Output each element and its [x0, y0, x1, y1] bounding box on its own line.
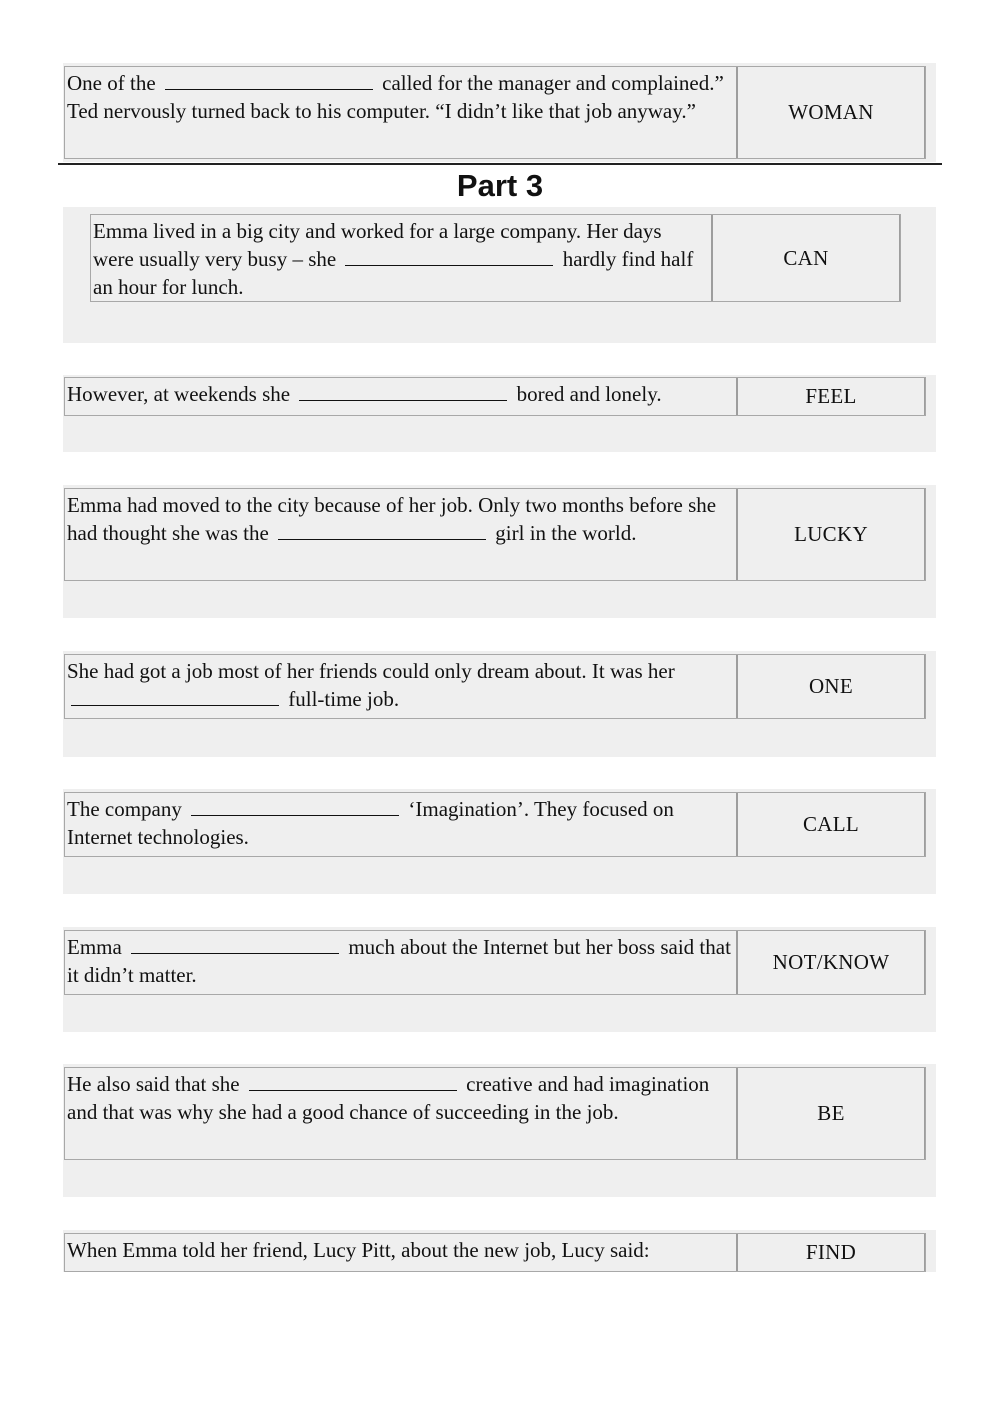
answer-blank[interactable]: [345, 246, 553, 266]
sentence-start: She had got a job most of her friends could only dream about. It was her: [67, 659, 675, 683]
question-row: [64, 66, 926, 159]
key-word: ONE: [738, 655, 925, 718]
question-row: [64, 930, 926, 995]
sentence: [91, 215, 713, 301]
answer-blank[interactable]: [165, 70, 373, 90]
sentence: [65, 1068, 738, 1159]
sentence: [65, 655, 738, 718]
key-word: WOMAN: [738, 67, 925, 158]
question-row: [64, 377, 926, 416]
sentence-start: One of the: [67, 71, 156, 95]
sentence-start: The company: [67, 797, 182, 821]
sentence-end: full-time job.: [288, 687, 400, 711]
question-row: [64, 488, 926, 581]
sentence-start: Emma: [67, 935, 122, 959]
key-word: LUCKY: [738, 489, 925, 580]
sentence-end: girl in the world.: [495, 521, 637, 545]
sentence-end: ‘Imagination’. They focused on Internet technologies.: [67, 797, 674, 849]
key-word: CAN: [713, 215, 900, 301]
key-word: NOT/KNOW: [738, 931, 925, 994]
sentence-start: When Emma told her friend, Lucy Pitt, about the new job, Lucy said:: [67, 1238, 650, 1262]
sentence-start: Emma lived in a big city and worked for a large company. Her days were usually very busy – she: [93, 219, 662, 271]
sentence-end: much about the Internet but her boss said that it didn’t matter.: [67, 935, 731, 987]
answer-blank[interactable]: [278, 520, 486, 540]
sentence: [65, 489, 738, 580]
divider-line: [58, 163, 942, 165]
sentence: [65, 1234, 738, 1271]
answer-blank[interactable]: [191, 796, 399, 816]
sentence-end: hardly find half an hour for lunch.: [93, 247, 694, 299]
sentence: [65, 67, 738, 158]
sentence-end: called for the manager and complained.” Ted nervously turned back to his computer. “I didn’t like that job anyway.”: [67, 71, 724, 123]
answer-blank[interactable]: [131, 934, 339, 954]
question-row: [64, 1233, 926, 1272]
question-row: [64, 792, 926, 857]
sentence: [65, 931, 738, 994]
sentence-end: bored and lonely.: [516, 382, 662, 406]
key-word: FEEL: [738, 378, 925, 415]
sentence-start: However, at weekends she: [67, 382, 291, 406]
question-row: [90, 214, 901, 302]
question-row: [64, 1067, 926, 1160]
sentence: [65, 378, 738, 415]
key-word: CALL: [738, 793, 925, 856]
answer-blank[interactable]: [299, 381, 507, 401]
part-title: Part 3: [456, 168, 544, 203]
question-row: [64, 654, 926, 719]
sentence-end: creative and had imagination and that was why she had a good chance of succeeding in the job.: [67, 1072, 710, 1124]
sentence-start: Emma had moved to the city because of her job. Only two months before she had thought she was the: [67, 493, 717, 545]
sentence: [65, 793, 738, 856]
sentence-start: He also said that she: [67, 1072, 240, 1096]
key-word: FIND: [738, 1234, 925, 1271]
answer-blank[interactable]: [71, 686, 279, 706]
key-word: BE: [738, 1068, 925, 1159]
answer-blank[interactable]: [249, 1071, 457, 1091]
